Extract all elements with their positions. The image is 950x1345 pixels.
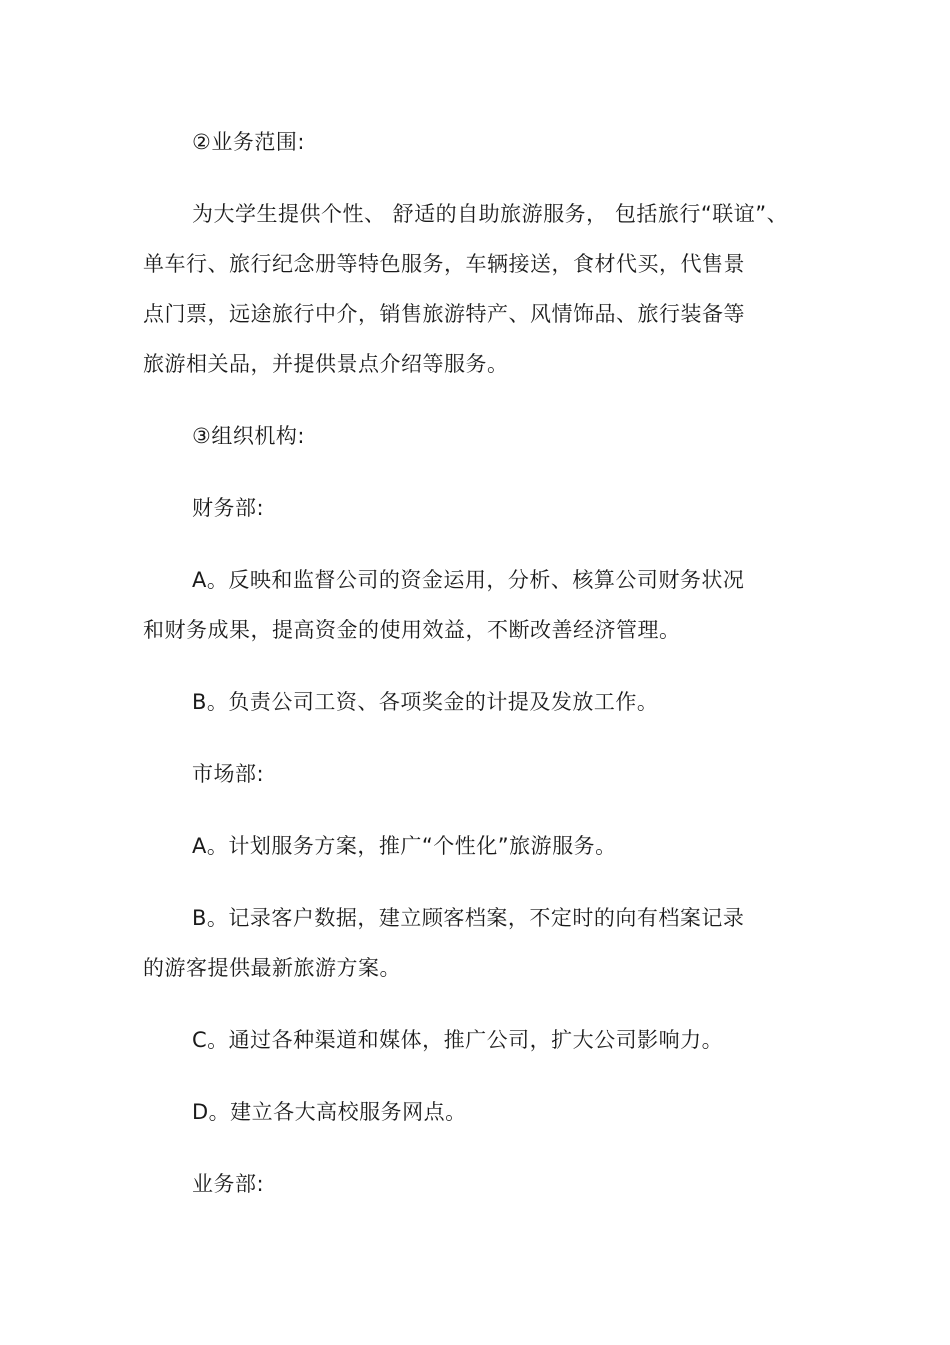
organization-heading: ③组织机构: [192, 424, 305, 448]
finance-item-a-line-1: A。反映和监督公司的资金运用，分析、核算公司财务状况 [192, 568, 745, 592]
marketing-item-b-line-1: B。记录客户数据，建立顾客档案，不定时的向有档案记录 [192, 906, 745, 930]
marketing-dept-title: 市场部: [192, 762, 265, 786]
marketing-item-a: A。计划服务方案，推广“个性化”旅游服务。 [192, 834, 617, 858]
finance-item-b: B。负责公司工资、各项奖金的计提及发放工作。 [192, 690, 659, 714]
business-scope-line-4: 旅游相关品，并提供景点介绍等服务。 [143, 352, 509, 376]
business-scope-line-1: 为大学生提供个性、 舒适的自助旅游服务， 包括旅行“联谊”、 [192, 202, 789, 226]
business-dept-title: 业务部: [192, 1172, 265, 1196]
business-scope-line-2: 单车行、旅行纪念册等特色服务，车辆接送，食材代买，代售景 [143, 252, 745, 276]
finance-dept-title: 财务部: [192, 496, 265, 520]
marketing-item-d: D。建立各大高校服务网点。 [192, 1100, 467, 1124]
marketing-item-c: C。通过各种渠道和媒体，推广公司，扩大公司影响力。 [192, 1028, 724, 1052]
business-scope-heading: ②业务范围: [192, 130, 305, 154]
finance-item-a-line-2: 和财务成果，提高资金的使用效益，不断改善经济管理。 [143, 618, 681, 642]
business-scope-line-3: 点门票，远途旅行中介，销售旅游特产、风情饰品、旅行装备等 [143, 302, 745, 326]
marketing-item-b-line-2: 的游客提供最新旅游方案。 [143, 956, 401, 980]
